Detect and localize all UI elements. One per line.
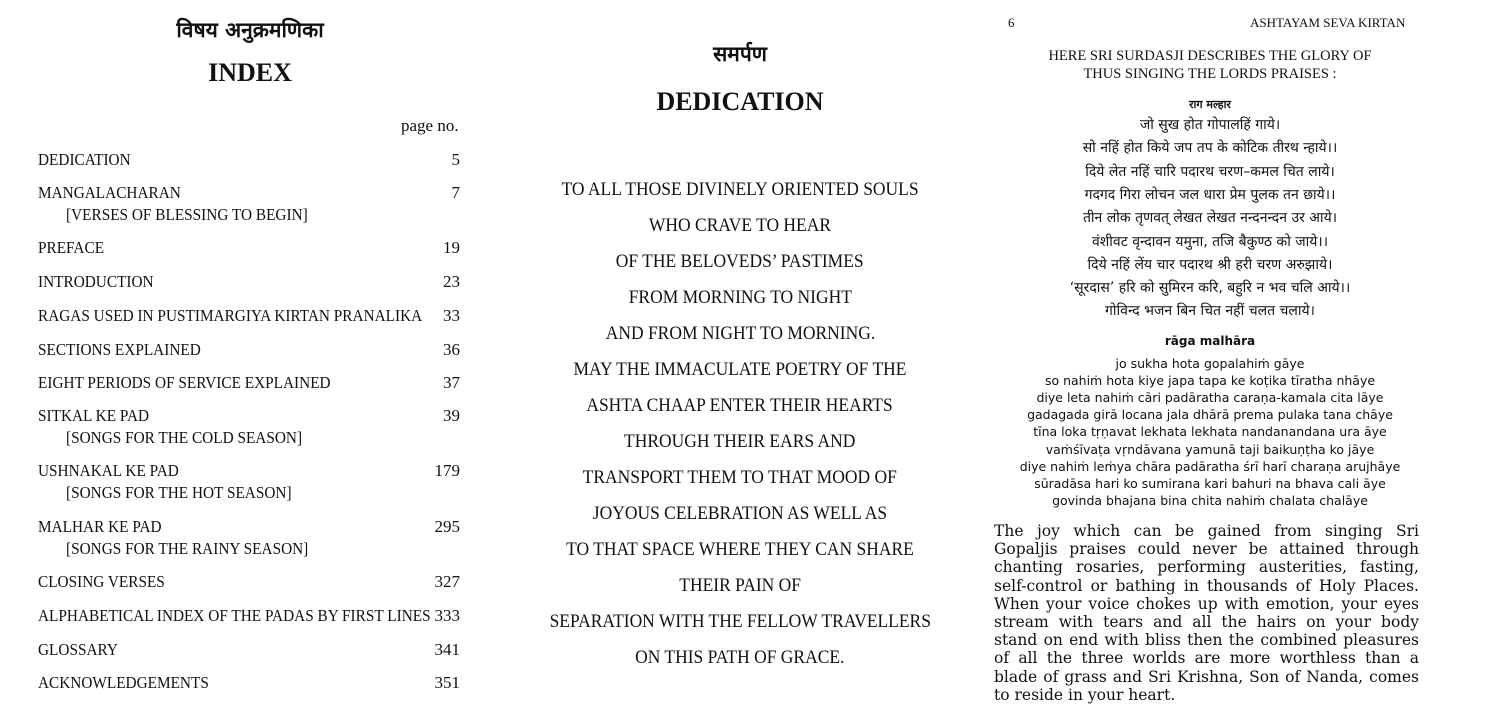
hindi-verse-line: ‘सूरदास’ हरि को सुमिरन करि, बहुरि न भव चलि आये।। [1069, 280, 1351, 297]
index-entry-subtitle: [SONGS FOR THE RAINY SEASON] [66, 539, 309, 558]
translit-verse-line: gadagada girā locana jala dhārā prema pulaka tana chāye [1027, 407, 1393, 423]
index-entry-page: 39 [443, 406, 460, 425]
index-entry-subtitle: [SONGS FOR THE COLD SEASON] [66, 428, 303, 447]
translit-raga-heading: rāga malhāra [1164, 334, 1256, 348]
translit-verse-line: diye leta nahiṁ cāri padāratha caraṇa-kamala cita lāye [1036, 390, 1384, 406]
dedication-line [510, 611, 970, 633]
dedication-page [520, 0, 960, 714]
dedication-line [510, 215, 970, 237]
index-entry-page: 295 [434, 517, 460, 536]
dedication-title: DEDICATION [656, 87, 824, 116]
index-entry-label: MANGALACHARAN [38, 183, 181, 202]
index-entry-page: 23 [443, 272, 460, 291]
index-entry-label: USHNAKAL KE PAD [38, 461, 179, 480]
index-entry-label: PREFACE [38, 238, 105, 257]
dedication-line-text: TO ALL THOSE DIVINELY ORIENTED SOULS [561, 179, 919, 200]
dedication-line-text: TRANSPORT THEM TO THAT MOOD OF [582, 467, 898, 488]
dedication-line [510, 647, 970, 669]
translit-verse-line: so nahiṁ hota kiye japa tapa ke koṭika tīratha nhāye [1044, 373, 1376, 389]
dedication-line-text: FROM MORNING TO NIGHT [628, 287, 852, 308]
running-head: ASHTAYAM SEVA KIRTAN [1250, 15, 1406, 30]
index-entry-page: 37 [443, 373, 460, 392]
index-entry-label: SITKAL KE PAD [38, 406, 150, 425]
hindi-raga-heading: राग मल्हार [1189, 98, 1231, 111]
dedication-line-text: SEPARATION WITH THE FELLOW TRAVELLERS [549, 611, 931, 632]
translit-verse-line: tīna loka tṛṇavat lekhata lekhata nandanandana ura āye [1033, 424, 1387, 440]
dedication-line-text: MAY THE IMMACULATE POETRY OF THE [573, 359, 907, 380]
index-entry-page: 333 [434, 606, 460, 625]
dedication-line [510, 251, 970, 273]
hindi-verse-line: गदगद गिरा लोचन जल धारा प्रेम पुलक तन छाये।। [1084, 186, 1336, 203]
hindi-verse-line: दिये नहिं लेंय चार पदारथ श्री हरी चरण अरुझाये। [1087, 256, 1333, 273]
dedication-line-text: WHO CRAVE TO HEAR [648, 215, 832, 236]
translit-verse-line: sūradāsa hari ko sumirana kari bahuri na bhava cali āye [1034, 475, 1386, 491]
dedication-line [510, 179, 970, 201]
index-entry-page: 351 [434, 673, 460, 692]
index-entry-label: SECTIONS EXPLAINED [38, 340, 201, 359]
index-entry-page: 36 [443, 340, 460, 359]
dedication-line-text: ASHTA CHAAP ENTER THEIR HEARTS [586, 395, 894, 416]
index-entry-label: GLOSSARY [38, 640, 118, 659]
index-entry-page: 179 [434, 461, 460, 480]
index-entry-label: DEDICATION [38, 150, 131, 169]
hindi-verse-line: दिये लेत नहिं चारि पदारथ चरण–कमल चित लाये। [1085, 163, 1335, 180]
index-entry-label: CLOSING VERSES [38, 572, 165, 591]
index-hindi-title: विषय अनुक्रमणिका [176, 18, 324, 42]
dedication-line [510, 323, 970, 345]
index-entry-label: RAGAS USED IN PUSTIMARGIYA KIRTAN PRANALIKA [38, 306, 423, 325]
index-entry-label: MALHAR KE PAD [38, 517, 162, 536]
dedication-line [510, 539, 970, 561]
dedication-hindi-title: समर्पण [713, 42, 767, 66]
dedication-line-text: ON THIS PATH OF GRACE. [635, 647, 845, 668]
index-entry-page: 33 [443, 306, 460, 325]
hindi-verse-line: सो नहिं होत किये जप तप के कोटिक तीरथ न्हाये।। [1082, 140, 1338, 157]
index-entry-page: 5 [451, 150, 460, 169]
intro-line: HERE SRI SURDASJI DESCRIBES THE GLORY OF [1048, 48, 1372, 64]
hindi-verse-line: वंशीवट वृन्दावन यमुना, तजि बैकुण्ठ को जाये।। [1091, 233, 1329, 250]
index-entry-subtitle: [VERSES OF BLESSING TO BEGIN] [66, 205, 308, 224]
index-title: INDEX [208, 58, 292, 87]
dedication-line-text: TO THAT SPACE WHERE THEY CAN SHARE [566, 539, 914, 560]
dedication-line-text: THEIR PAIN OF [679, 575, 801, 596]
translation-paragraph: The joy which can be gained from singing Sri Gopaljis praises could never be attained through chanting rosaries, performing austerities, fasting, self-control or bathing in thousands of Holy Places. When your voice chokes up with emotion, your eyes stream with tears and all the hairs on your body stand on end with bliss then the combined pleasures of all the three worlds are more worthless than a blade of grass and Sri Krishna, Son of Nanda, comes to reside in your heart. [994, 522, 1419, 704]
translit-verse-line: vaṁśīvaṭa vṛndāvana yamunā taji baikuṇṭha ko jāye [1045, 441, 1375, 457]
index-entry-page: 19 [443, 238, 460, 257]
translit-verse-line: govinda bhajana bina chita nahiṁ chalata chalāye [1052, 492, 1368, 508]
intro-line: THUS SINGING THE LORDS PRAISES : [1083, 66, 1337, 82]
index-entry-subtitle: [SONGS FOR THE HOT SEASON] [66, 483, 292, 502]
dedication-line-text: OF THE BELOVEDS’ PASTIMES [616, 251, 864, 272]
page-number: 6 [1008, 15, 1015, 30]
index-entry-page: 7 [451, 183, 460, 202]
dedication-line [510, 467, 970, 489]
index-entry-label: INTRODUCTION [38, 272, 154, 291]
index-entry-page: 327 [434, 572, 460, 591]
translit-verse-line: diye nahiṁ leṁya chāra padāratha śrī harī charaṇa arujhāye [1019, 458, 1401, 474]
hindi-verse-line: तीन लोक तृणवत् लेखत लेखत नन्दनन्दन उर आये। [1082, 210, 1338, 227]
index-entry-label: ACKNOWLEDGEMENTS [38, 673, 209, 692]
dedication-line [510, 431, 970, 453]
dedication-line-text: AND FROM NIGHT TO MORNING. [605, 323, 875, 344]
dedication-line [510, 503, 970, 525]
dedication-line [510, 359, 970, 381]
dedication-line-text: JOYOUS CELEBRATION AS WELL AS [592, 503, 888, 524]
index-entry-page: 341 [434, 640, 460, 659]
hindi-verse-line: जो सुख होत गोपालहिं गाये। [1139, 117, 1281, 133]
dedication-line [510, 575, 970, 597]
dedication-line [510, 395, 970, 417]
page-no-label: page no. [401, 116, 459, 135]
index-entry-label: EIGHT PERIODS OF SERVICE EXPLAINED [38, 373, 331, 392]
index-page [0, 0, 490, 714]
dedication-line-text: THROUGH THEIR EARS AND [624, 431, 856, 452]
dedication-line [510, 287, 970, 309]
translit-verse-line: jo sukha hota gopalahiṁ gāye [1115, 356, 1305, 371]
hindi-verse-line: गोविन्द भजन बिन चित नहीं चलत चलाये। [1105, 303, 1315, 320]
index-entry-label: ALPHABETICAL INDEX OF THE PADAS BY FIRST LINES [38, 606, 431, 625]
